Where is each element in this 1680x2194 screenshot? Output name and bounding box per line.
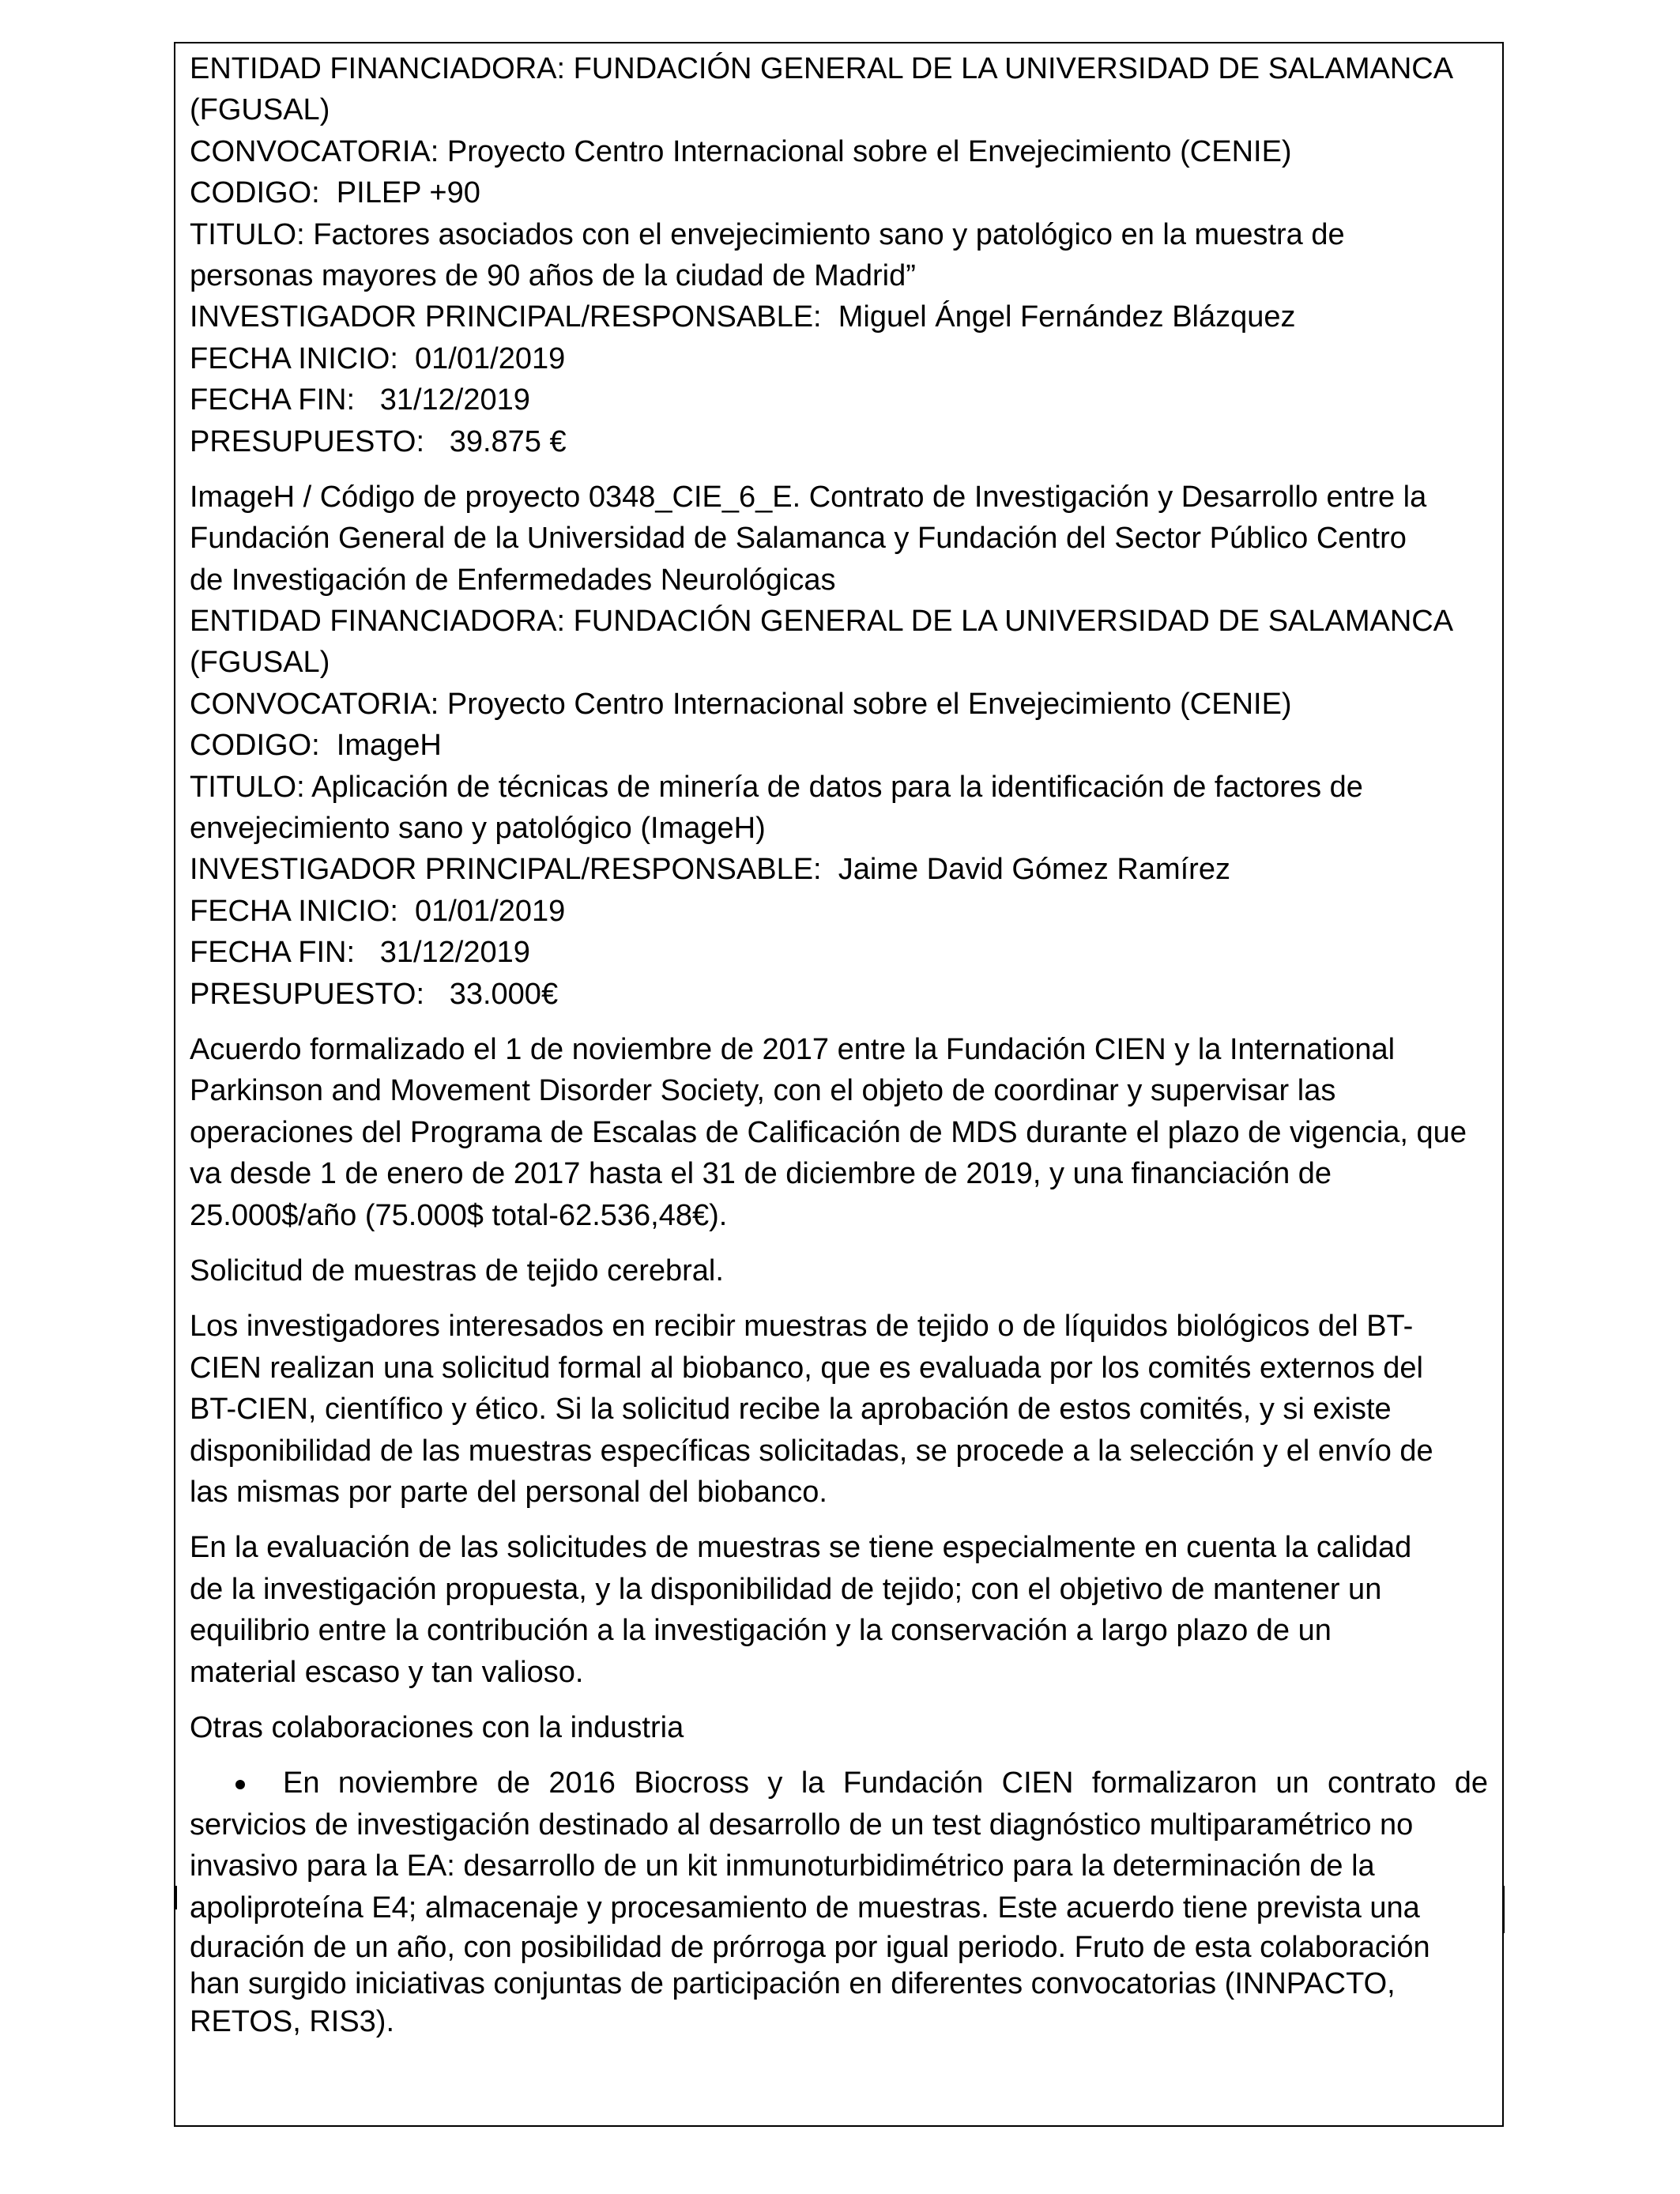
tissue-request-heading-block [190, 1250, 1490, 1291]
funding-entity-line: ENTIDAD FINANCIADORA: FUNDACIÓN GENERAL DE LA UNIVERSIDAD DE SALAMANCA [190, 605, 1454, 639]
bullet-first-line: En noviembre de 2016 Biocross y la Fundación CIEN formalizaron un contrato de [283, 1766, 1488, 1800]
start-date-line: FECHA INICIO: 01/01/2019 [190, 894, 566, 928]
start-date-line: FECHA INICIO: 01/01/2019 [190, 341, 566, 375]
margin-mark-left [175, 1886, 177, 1909]
paragraph-line: operaciones del Programa de Escalas de Calificación de MDS durante el plazo de vigencia, que [190, 1115, 1467, 1149]
project-block-imageh [190, 477, 1490, 1015]
paragraph-line: las mismas por parte del personal del biobanco. [190, 1475, 827, 1509]
request-procedure-paragraph [190, 1306, 1490, 1513]
end-date-line: FECHA FIN: 31/12/2019 [190, 936, 530, 970]
paragraph-line: va desde 1 de enero de 2017 hasta el 31 de diciembre de 2019, y una financiación de [190, 1157, 1332, 1191]
project-block-pilep [190, 48, 1490, 462]
bullet-text-line: servicios de investigación destinado al desarrollo de un test diagnóstico multiparamétrico no [190, 1808, 1414, 1842]
list-item [190, 1762, 1490, 1804]
section-heading: Solicitud de muestras de tejido cerebral. [190, 1253, 724, 1287]
code-line: CODIGO: ImageH [190, 729, 442, 763]
paragraph-line: Los investigadores interesados en recibir muestras de tejido o de líquidos biológicos del BT- [190, 1310, 1414, 1344]
bullet-text-line: han surgido iniciativas conjuntas de participación en diferentes convocatorias (INNPACTO, [190, 1966, 1396, 2000]
project-intro-line: de Investigación de Enfermedades Neurológicas [190, 563, 836, 597]
industry-heading-block [190, 1707, 1490, 1748]
paragraph-line: BT-CIEN, científico y ético. Si la solicitud recibe la aprobación de estos comités, y si existe [190, 1393, 1392, 1427]
paragraph-line: CIEN realizan una solicitud formal al biobanco, que es evaluada por los comités externos del [190, 1351, 1423, 1385]
project-intro-line: ImageH / Código de proyecto 0348_CIE_6_E. Contrato de Investigación y Desarrollo entre la [190, 480, 1427, 514]
budget-line: PRESUPUESTO: 33.000€ [190, 977, 559, 1011]
call-line: CONVOCATORIA: Proyecto Centro Internacional sobre el Envejecimiento (CENIE) [190, 687, 1292, 721]
paragraph-line: Parkinson and Movement Disorder Society, con el objeto de coordinar y supervisar las [190, 1074, 1336, 1108]
funding-entity-line: ENTIDAD FINANCIADORA: FUNDACIÓN GENERAL DE LA UNIVERSIDAD DE SALAMANCA [190, 52, 1454, 85]
paragraph-line: Acuerdo formalizado el 1 de noviembre de 2017 entre la Fundación CIEN y la International [190, 1032, 1396, 1066]
paragraph-line: En la evaluación de las solicitudes de muestras se tiene especialmente en cuenta la calidad [190, 1531, 1412, 1565]
funding-entity-acronym: (FGUSAL) [190, 93, 330, 127]
budget-line: PRESUPUESTO: 39.875 € [190, 424, 567, 458]
paragraph-line: material escaso y tan valioso. [190, 1655, 584, 1689]
paragraph-line: equilibrio entre la contribución a la investigación y la conservación a largo plazo de un [190, 1614, 1332, 1648]
bullet-icon [235, 1762, 258, 1785]
margin-mark-right [1503, 1886, 1505, 1933]
principal-investigator-line: INVESTIGADOR PRINCIPAL/RESPONSABLE: Miguel Ángel Fernández Blázquez [190, 300, 1296, 334]
title-line: TITULO: Factores asociados con el envejecimiento sano y patológico en la muestra de [190, 217, 1345, 251]
paragraph-line: disponibilidad de las muestras específicas solicitadas, se procede a la selección y el envío de [190, 1434, 1433, 1468]
bullet-text-line: duración de un año, con posibilidad de prórroga por igual periodo. Fruto de esta colaboración [190, 1930, 1430, 1964]
principal-investigator-line: INVESTIGADOR PRINCIPAL/RESPONSABLE: Jaime David Gómez Ramírez [190, 853, 1230, 887]
bullet-list [190, 1762, 1490, 2042]
title-line: TITULO: Aplicación de técnicas de minería de datos para la identificación de factores de [190, 770, 1363, 804]
paragraph-line: de la investigación propuesta, y la disponibilidad de tejido; con el objetivo de mantener un [190, 1572, 1382, 1606]
call-line: CONVOCATORIA: Proyecto Centro Internacional sobre el Envejecimiento (CENIE) [190, 134, 1292, 168]
document-body [190, 48, 1490, 2042]
mds-agreement-paragraph [190, 1029, 1490, 1236]
bullet-text-line: invasivo para la EA: desarrollo de un kit inmunoturbidimétrico para la determinación de la [190, 1849, 1375, 1883]
paragraph-line: 25.000$/año (75.000$ total-62.536,48€). [190, 1198, 728, 1232]
evaluation-paragraph [190, 1527, 1490, 1693]
section-heading: Otras colaboraciones con la industria [190, 1710, 684, 1744]
code-line: CODIGO: PILEP +90 [190, 176, 480, 210]
bullet-text-line: RETOS, RIS3). [190, 2004, 395, 2038]
project-intro-line: Fundación General de la Universidad de Salamanca y Fundación del Sector Público Centro [190, 522, 1407, 556]
bullet-text-line: apoliproteína E4; almacenaje y procesamiento de muestras. Este acuerdo tiene prevista una [190, 1891, 1420, 1924]
funding-entity-acronym: (FGUSAL) [190, 646, 330, 680]
end-date-line: FECHA FIN: 31/12/2019 [190, 383, 530, 417]
title-line-cont: personas mayores de 90 años de la ciudad de Madrid” [190, 258, 916, 292]
title-line-cont: envejecimiento sano y patológico (ImageH) [190, 812, 766, 846]
